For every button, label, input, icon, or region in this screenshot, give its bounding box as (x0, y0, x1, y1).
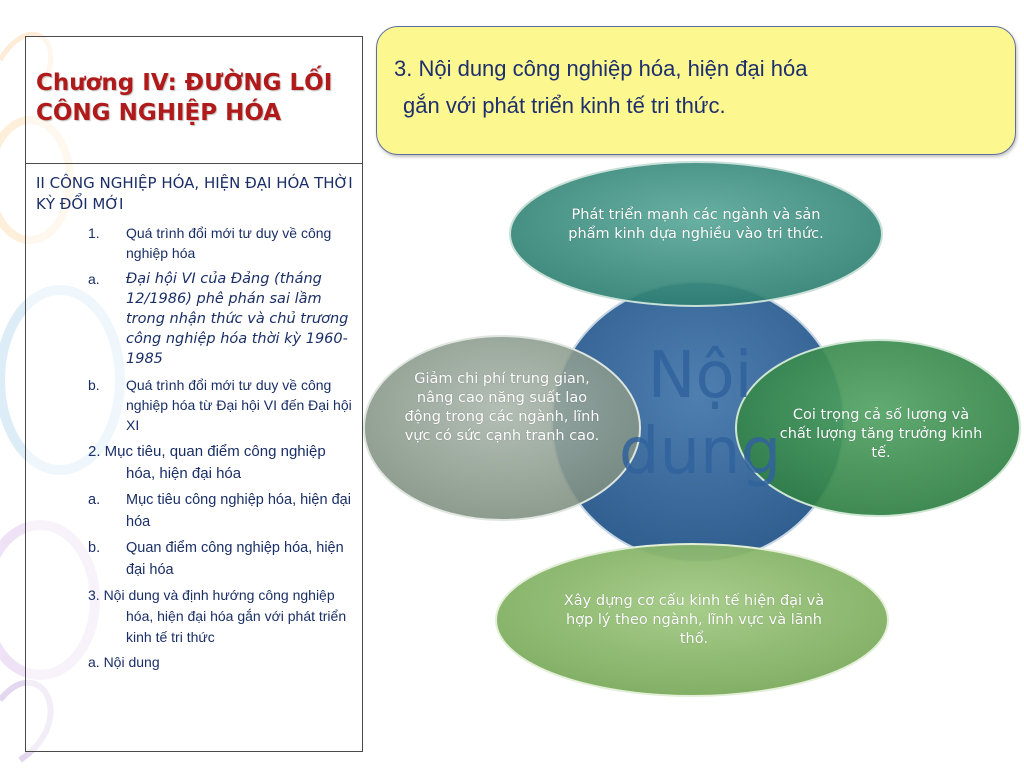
outline-item-1 (26, 223, 362, 263)
left-ellipse-text: Giảm chi phí trung gian, nâng cao năng suất lao động trong các ngành, lĩnh vực có sức cạnh tranh cao. (404, 371, 600, 444)
item-number: 1. (88, 225, 100, 241)
item-number: b. (88, 540, 101, 556)
outline-item-1b (26, 375, 362, 435)
content-diagram (360, 160, 1024, 700)
header-line-1: 3. Nội dung công nghiệp hóa, hiện đại hóa (394, 56, 808, 81)
header-line-2: gắn với phát triển kinh tế tri thức. (403, 93, 726, 118)
center-label (590, 338, 810, 490)
chapter-title: Chương IV: ĐƯỜNG LỐI CÔNG NGHIỆP HÓA (36, 70, 333, 126)
outline-list (26, 173, 362, 677)
item-number: b. (88, 377, 100, 393)
outline-item-3a (26, 652, 362, 673)
top-ellipse-text: Phát triển mạnh các ngành và sản phẩm kinh dựa nghiều vào tri thức. (568, 207, 824, 242)
bottom-ellipse-text: Xây dựng cơ cấu kinh tế hiện đại và hợp lý theo ngành, lĩnh vực và lãnh thổ. (563, 593, 825, 647)
item-text: Đại hội VI của Đảng (tháng 12/1986) phê phán sai lầm trong nhận thức và chủ trương công nghiệp hóa thời kỳ 1960-1985 (126, 271, 349, 367)
right-ellipse-text: Coi trọng cả số lượng và chất lượng tăng trưởng kinh tế. (779, 407, 983, 461)
item-text: 2. Mục tiêu, quan điểm công nghiệp hóa, hiện đại hóa (88, 443, 326, 482)
item-number: a. (88, 271, 100, 287)
outline-item-3 (26, 585, 362, 648)
section-heading: II CÔNG NGHIỆP HÓA, HIỆN ĐẠI HÓA THỜI KỲ ĐỔI MỚI (36, 174, 353, 213)
item-text: Quá trình đổi mới tư duy về công nghiệp hóa từ Đại hội VI đến Đại hội XI (126, 377, 352, 433)
item-text: Mục tiêu công nghiệp hóa, hiện đại hóa (126, 492, 351, 530)
outline-item-2b (26, 537, 362, 581)
outline-panel (25, 36, 363, 752)
item-text: Quan điểm công nghiệp hóa, hiện đại hóa (126, 540, 344, 578)
center-label-line2: dung (618, 415, 782, 489)
item-text: Quá trình đổi mới tư duy về công nghiệp hóa (126, 225, 332, 261)
content-header-box (376, 26, 1016, 155)
item-number: a. (88, 492, 101, 508)
chapter-title-box (26, 37, 362, 164)
outline-item-2a (26, 489, 362, 533)
item-text: a. Nội dung (88, 654, 160, 670)
outline-item-1a (26, 269, 362, 369)
outline-item-2 (26, 441, 362, 485)
center-label-line1: Nội (647, 339, 753, 413)
item-text: 3. Nội dung và định hướng công nghiệp hóa, hiện đại hóa gắn với phát triển kinh tế tri thức (88, 587, 347, 645)
